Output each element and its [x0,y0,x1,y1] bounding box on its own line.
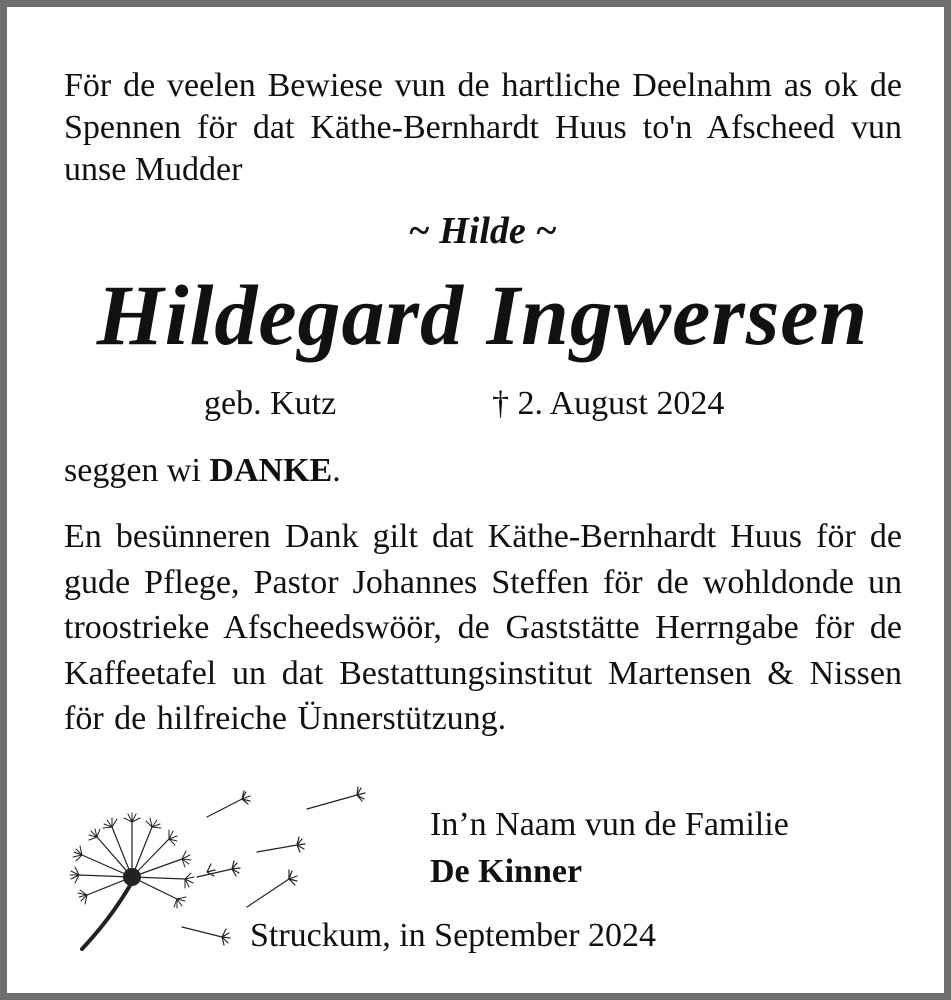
family-signature: De Kinner [430,853,583,890]
thanks-emphasis: DANKE [209,452,333,489]
intro-text: För de veelen Bewiese vun de hartliche Deelnahm as ok de Spennen för dat Käthe-Bernhardt Huus to'n Afscheed vun unse Mudder [64,67,902,188]
thanks-line [64,450,341,492]
deceased-full-name: Hildegard Ingwersen [96,267,869,363]
thanks-prefix: seggen wi [64,452,210,489]
birth-name: geb. Kutz [204,385,337,422]
nickname: ~ Hilde ~ [408,210,557,252]
acknowledgement-text: En besünneren Dank gilt dat Käthe-Bernhardt Huus för de gude Pflege, Pastor Johannes Steffen för de wohldonde un troostrieke Afscheedswöör, de Gaststätte Herrngabe för de Kaffeetafel un dat Bestattungsinstitut Martensen & Nissen för de hilfreiche Ünnerstützung. [64,518,902,737]
place-date: Struckum, in September 2024 [250,917,657,954]
death-date: † 2. August 2024 [492,385,725,422]
family-line: In’n Naam vun de Familie [430,806,789,843]
thanks-suffix: . [332,452,341,489]
